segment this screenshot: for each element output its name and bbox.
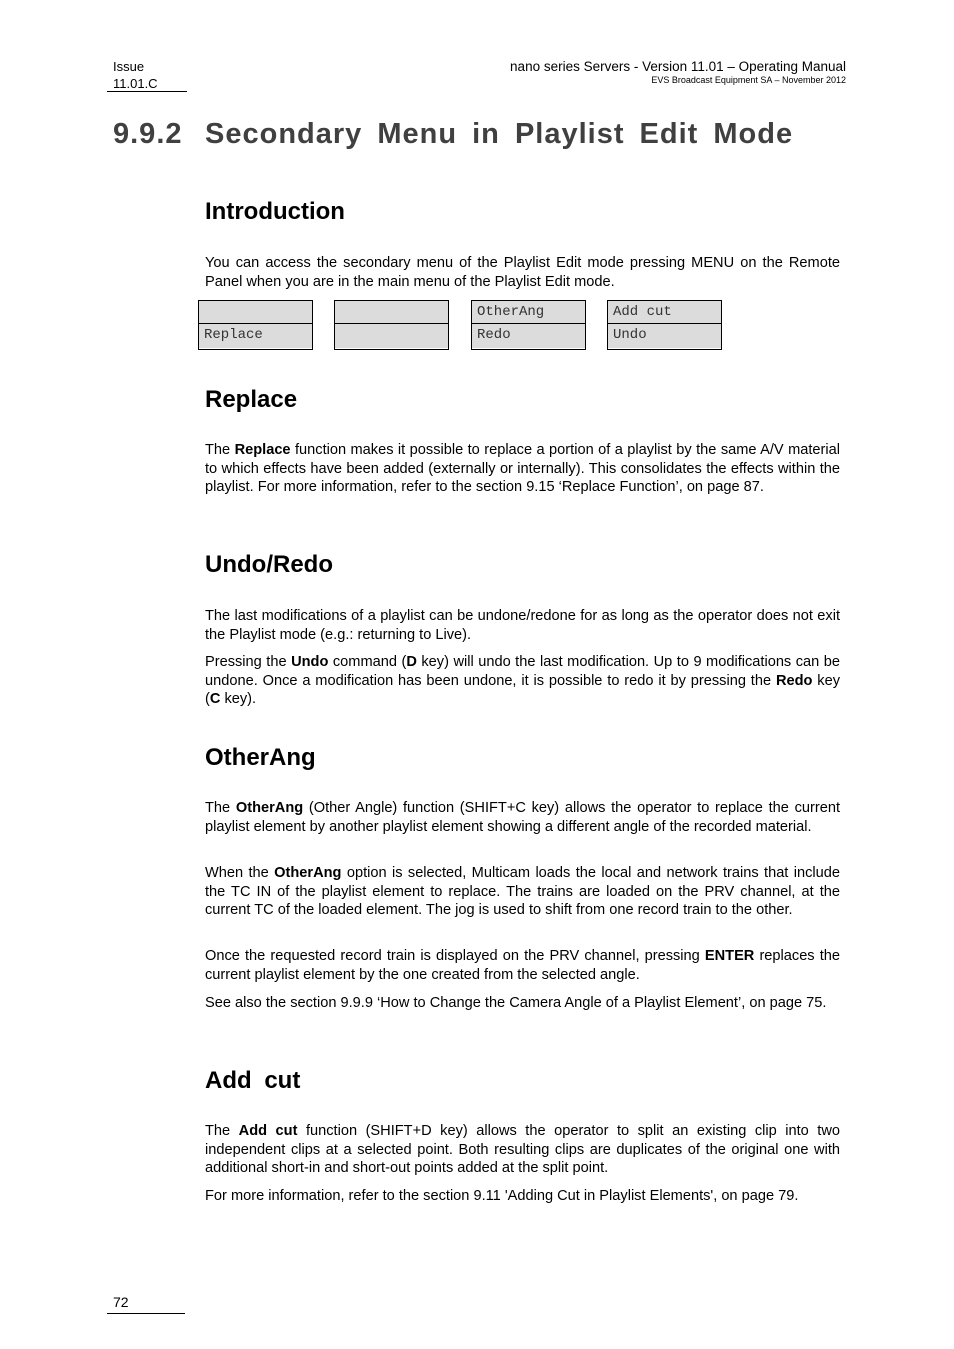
- section-title-text: Secondary Menu in Playlist Edit Mode: [205, 118, 794, 150]
- manual-title: nano series Servers - Version 11.01 – Operating Manual: [510, 59, 846, 74]
- add-cut-paragraph-1: The Add cut function (SHIFT+D key) allows the operator to split an existing clip into two independent clips at a selected point. Both resulting clips are duplicates of the original one with additional short-in and short-out points added at the split point.: [205, 1123, 840, 1176]
- undo-redo-paragraph-2: Pressing the Undo command (D key) will undo the last modification. Up to 9 modifications can be undone. Once a modification has been undone, it is possible to redo it by pressing the Redo key (C key).: [205, 654, 841, 707]
- replace-paragraph: The Replace function makes it possible to replace a portion of a playlist by the same A/V material to which effects have been added (externally or internally). This consolidates the effects within the playlist. For more information, refer to the section 9.15 ‘Replace Function’, on page 87.: [205, 442, 840, 495]
- company-date: EVS Broadcast Equipment SA – November 2012: [651, 75, 846, 85]
- heading-add-cut: Add cut: [205, 1067, 301, 1094]
- footer-divider: [107, 1313, 185, 1314]
- otherang-paragraph-3: Once the requested record train is displayed on the PRV channel, pressing ENTER replaces the current playlist element by the one created from the selected angle.: [205, 948, 840, 983]
- heading-replace: Replace: [205, 386, 298, 413]
- menu-key-1-bottom: Replace: [199, 324, 312, 348]
- issue-number: 11.01.C: [113, 76, 158, 91]
- intro-paragraph: You can access the secondary menu of the Playlist Edit mode pressing MENU on the Remote Panel when you are in the main menu of the Playlist Edit mode.: [205, 255, 840, 290]
- heading-otherang: OtherAng: [205, 744, 316, 771]
- menu-key-2-bottom: [335, 324, 448, 348]
- header-manual-info: [510, 58, 846, 86]
- otherang-paragraph-2: When the OtherAng option is selected, Multicam loads the local and network trains that include the TC IN of the playlist element to replace. The trains are loaded on the PRV channel, at the current TC of the loaded element. The jog is used to shift from one record train to the other.: [205, 865, 840, 918]
- menu-key-3-top: OtherAng: [472, 301, 585, 324]
- heading-introduction: Introduction: [205, 198, 345, 225]
- header-divider: [107, 91, 187, 92]
- otherang-paragraph-4: See also the section 9.9.9 ‘How to Change the Camera Angle of a Playlist Element’, on page 75.: [205, 995, 827, 1011]
- menu-key-1: [198, 300, 313, 350]
- section-number: 9.9.2: [113, 118, 183, 150]
- menu-key-1-top: [199, 301, 312, 324]
- heading-undo-redo: Undo/Redo: [205, 551, 333, 578]
- issue-label: Issue: [113, 59, 145, 74]
- add-cut-paragraph-2: For more information, refer to the section 9.11 'Adding Cut in Playlist Elements', on page 79.: [205, 1188, 799, 1204]
- menu-key-2: [334, 300, 449, 350]
- menu-key-4-top: Add cut: [608, 301, 721, 324]
- menu-key-3: [471, 300, 586, 350]
- undo-redo-paragraph-1: The last modifications of a playlist can be undone/redone for as long as the operator does not exit the Playlist mode (e.g.: returning to Live).: [205, 608, 840, 643]
- menu-key-4-bottom: Undo: [608, 324, 721, 348]
- menu-key-2-top: [335, 301, 448, 324]
- section-title: [113, 118, 793, 151]
- menu-key-4: [607, 300, 722, 350]
- otherang-paragraph-1: The OtherAng (Other Angle) function (SHIFT+C key) allows the operator to replace the current playlist element by another playlist element showing a different angle of the recorded material.: [205, 800, 840, 835]
- header-issue: [113, 58, 158, 92]
- menu-key-3-bottom: Redo: [472, 324, 585, 348]
- page-number: 72: [113, 1294, 129, 1310]
